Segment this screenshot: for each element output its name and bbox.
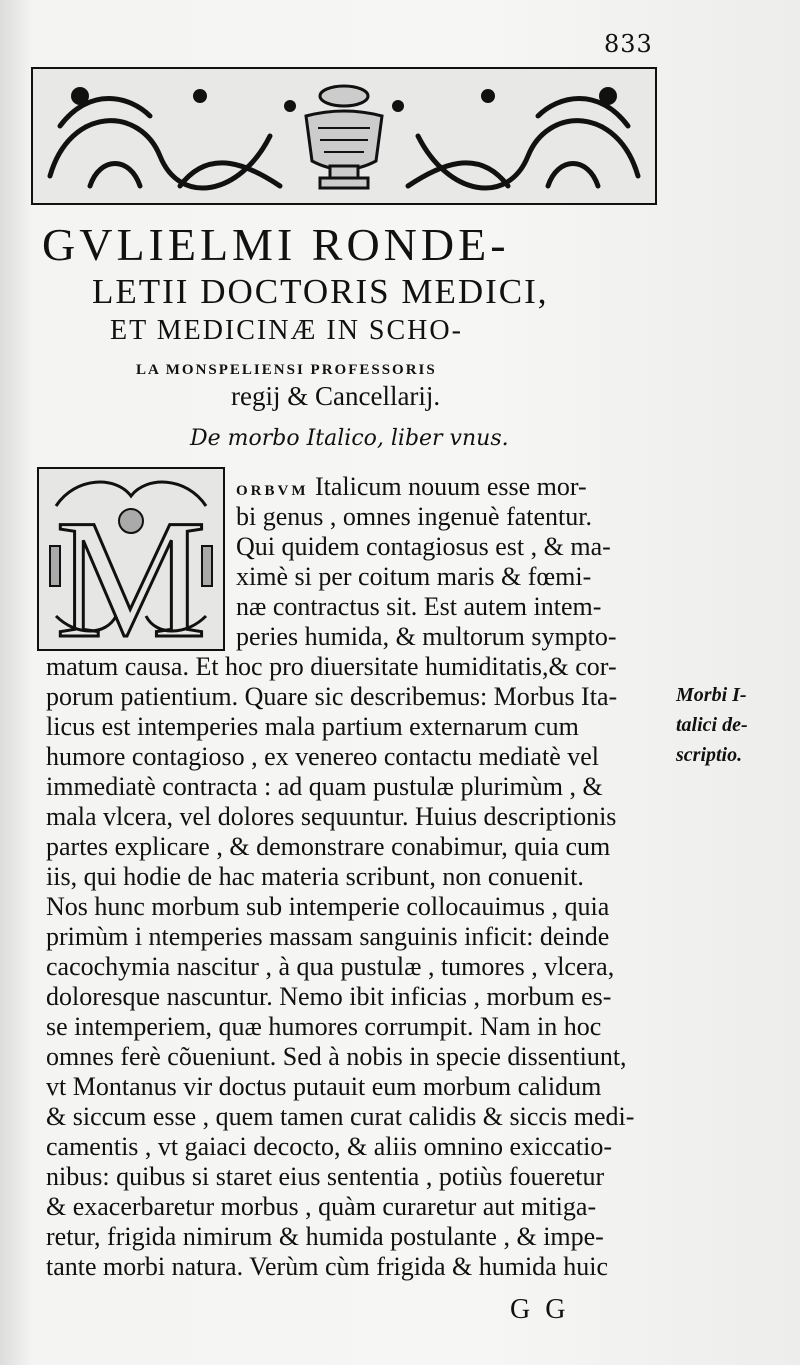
- body-line: mala vlcera, vel dolores sequuntur. Huius descriptionis: [46, 802, 617, 831]
- body-line: & siccum esse , quem tamen curat calidis & siccis medi-: [46, 1102, 635, 1131]
- margin-note-line: talici de-: [676, 714, 748, 736]
- body-line: licus est intemperies mala partium externarum cum: [46, 712, 579, 741]
- page-number: 833: [604, 30, 653, 58]
- body-line: Nos hunc morbum sub intemperie collocauimus , quia: [46, 892, 610, 921]
- signature-mark: G G: [510, 1294, 570, 1325]
- first-word-smallcaps: ORBVM: [236, 483, 309, 499]
- body-line: primùm i ntemperies massam sanguinis inficit: deinde: [46, 922, 610, 951]
- body-line: partes explicare , & demonstrare conabimur, quia cum: [46, 832, 611, 861]
- decorated-initial-m: [36, 466, 226, 652]
- title-line-2: LETII DOCTORIS MEDICI,: [92, 272, 549, 311]
- body-line: & exacerbaretur morbus , quàm curaretur aut mitiga-: [46, 1192, 597, 1221]
- body-line: porum patientium. Quare sic describemus: Morbus Ita-: [46, 682, 618, 711]
- body-line: tante morbi natura. Verùm cùm frigida & humida huic: [46, 1252, 608, 1281]
- body-line: retur, frigida nimirum & humida postulante , & impe-: [46, 1222, 604, 1251]
- book-subtitle: De morbo Italico, liber vnus.: [190, 426, 509, 451]
- body-line: cacochymia nascitur , à qua pustulæ , tumores , vlcera,: [46, 952, 615, 981]
- body-line: doloresque nascuntur. Nemo ibit inficias , morbum es-: [46, 982, 612, 1011]
- body-line: omnes ferè cõueniunt. Sed à nobis in specie dissentiunt,: [46, 1042, 627, 1071]
- ornament-headpiece: [30, 66, 658, 206]
- body-line: iis, qui hodie de hac materia scribunt, non conuenit.: [46, 862, 584, 891]
- title-line-4: LA MONSPELIENSI PROFESSORIS: [136, 362, 437, 378]
- body-line: nibus: quibus si staret eius sententia , potiùs foueretur: [46, 1162, 605, 1191]
- title-line-5: regij & Cancellarij.: [231, 381, 441, 411]
- body-line: vt Montanus vir doctus putauit eum morbum calidum: [46, 1072, 602, 1101]
- body-line: camentis , vt gaiaci decocto, & aliis omnino exiccatio-: [46, 1132, 613, 1161]
- body-line: ximè si per coitum maris & fœmi-: [236, 562, 592, 591]
- body-line: se intemperiem, quæ humores corrumpit. Nam in hoc: [46, 1012, 602, 1041]
- margin-note-line: scriptio.: [676, 744, 743, 766]
- margin-note-line: Morbi I-: [676, 684, 747, 706]
- body-line: immediatè contracta : ad quam pustulæ plurimùm , &: [46, 772, 603, 801]
- body-line: humore contagioso , ex venereo contactu mediatè vel: [46, 742, 600, 771]
- body-line: næ contractus sit. Est autem intem-: [236, 592, 602, 621]
- title-line-1: GVLIELMI RONDE-: [42, 219, 510, 270]
- body-line: ORBVM Italicum nouum esse mor-: [236, 472, 587, 501]
- body-line: bi genus , omnes ingenuè fatentur.: [236, 502, 592, 531]
- dropcap-letter: M: [55, 485, 207, 652]
- body-line: peries humida, & multorum sympto-: [236, 622, 617, 651]
- title-line-3: ET MEDICINÆ IN SCHO-: [110, 315, 463, 346]
- body-line: Qui quidem contagiosus est , & ma-: [236, 532, 611, 561]
- body-line: matum causa. Et hoc pro diuersitate humiditatis,& cor-: [46, 652, 617, 681]
